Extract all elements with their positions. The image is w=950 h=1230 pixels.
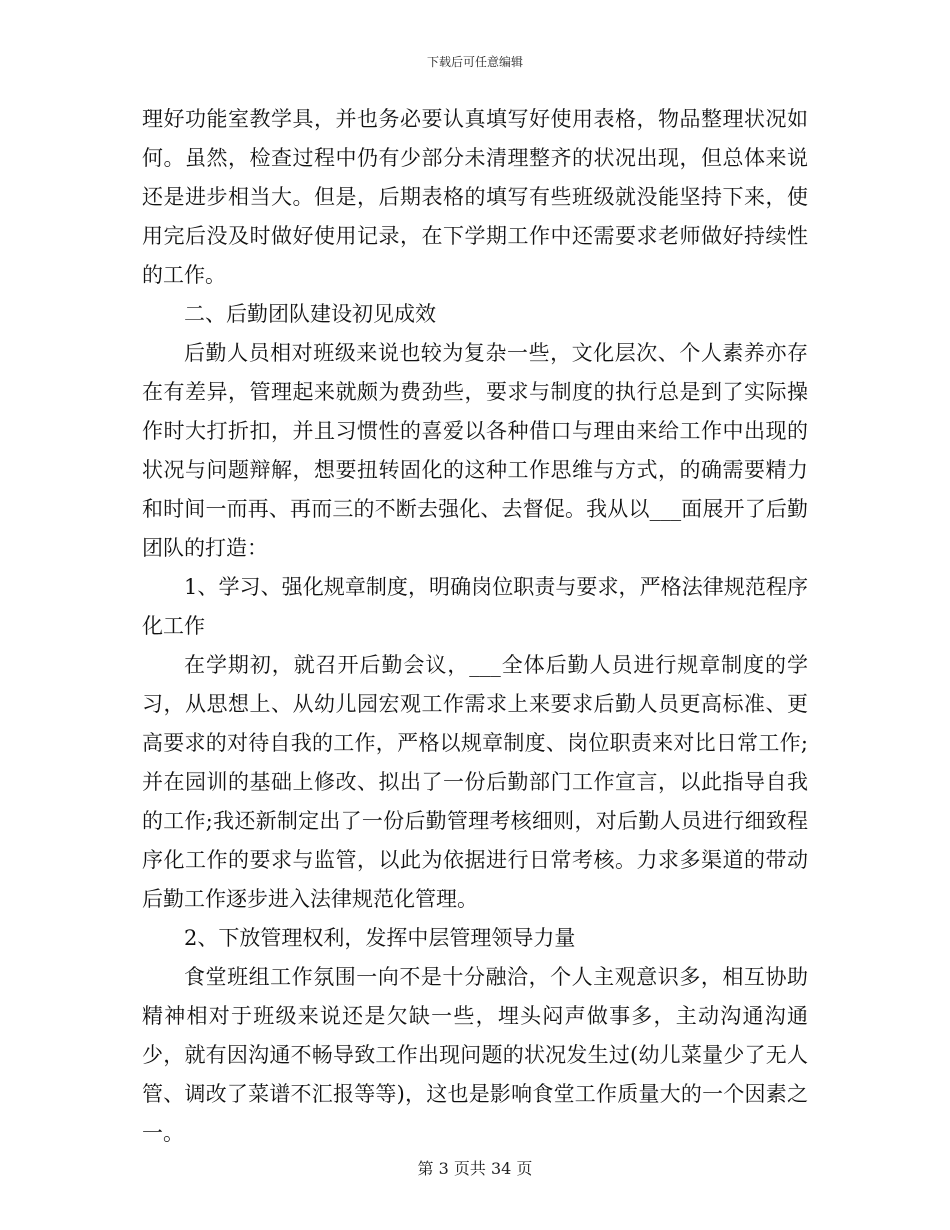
section-heading: 二、后勤团队建设初见成效 — [184, 302, 436, 326]
page-header: 下载后可任意编辑 — [426, 55, 523, 69]
paragraph: 后勤人员相对班级来说也较为复杂一些，文化层次、个人素养亦存在有差异，管理起来就颇为费劲些，要求与制度的执行总是到了实际操作时大打折扣，并且习惯性的喜爱以各种借口与理由来给工作中出现的状况与问题辩解，想要扭转固化的这种工作思维与方式，的确需要精力和时间一而再、再而三的不断去强化、去督促。我从以___面展开了后勤团队的打造： — [142, 341, 808, 560]
paragraph: 食堂班组工作氛围一向不是十分融洽，个人主观意识多，相互协助精神相对于班级来说还是欠缺一些，埋头闷声做事多，主动沟通沟通少，就有因沟通不畅导致工作出现问题的状况发生过(幼儿菜量少了无人管、调改了菜谱不汇报等等)，这也是影响食堂工作质量大的一个因素之一。 — [142, 965, 808, 1145]
subsection-heading: 1、学习、强化规章制度，明确岗位职责与要求，严格法律规范程序化工作 — [142, 575, 808, 638]
paragraph: 理好功能室教学具，并也务必要认真填写好使用表格，物品整理状况如何。虽然，检查过程中仍有少部分未清理整齐的状况出现，但总体来说还是进步相当大。但是，后期表格的填写有些班级就没能坚持下来，使用完后没及时做好使用记录，在下学期工作中还需要求老师做好持续性的工作。 — [142, 107, 808, 287]
paragraph: 在学期初，就召开后勤会议，___全体后勤人员进行规章制度的学习，从思想上、从幼儿园宏观工作需求上来要求后勤人员更高标准、更高要求的对待自我的工作，严格以规章制度、岗位职责来对比日常工作;并在园训的基础上修改、拟出了一份后勤部门工作宣言，以此指导自我的工作;我还新制定出了一份后勤管理考核细则，对后勤人员进行细致程序化工作的要求与监管，以此为依据进行日常考核。力求多渠道的带动后勤工作逐步进入法律规范化管理。 — [142, 653, 808, 911]
document-body — [142, 100, 808, 1153]
page-footer: 第 3 页共 34 页 — [417, 1159, 533, 1178]
subsection-heading: 2、下放管理权利，发挥中层管理领导力量 — [184, 926, 576, 950]
